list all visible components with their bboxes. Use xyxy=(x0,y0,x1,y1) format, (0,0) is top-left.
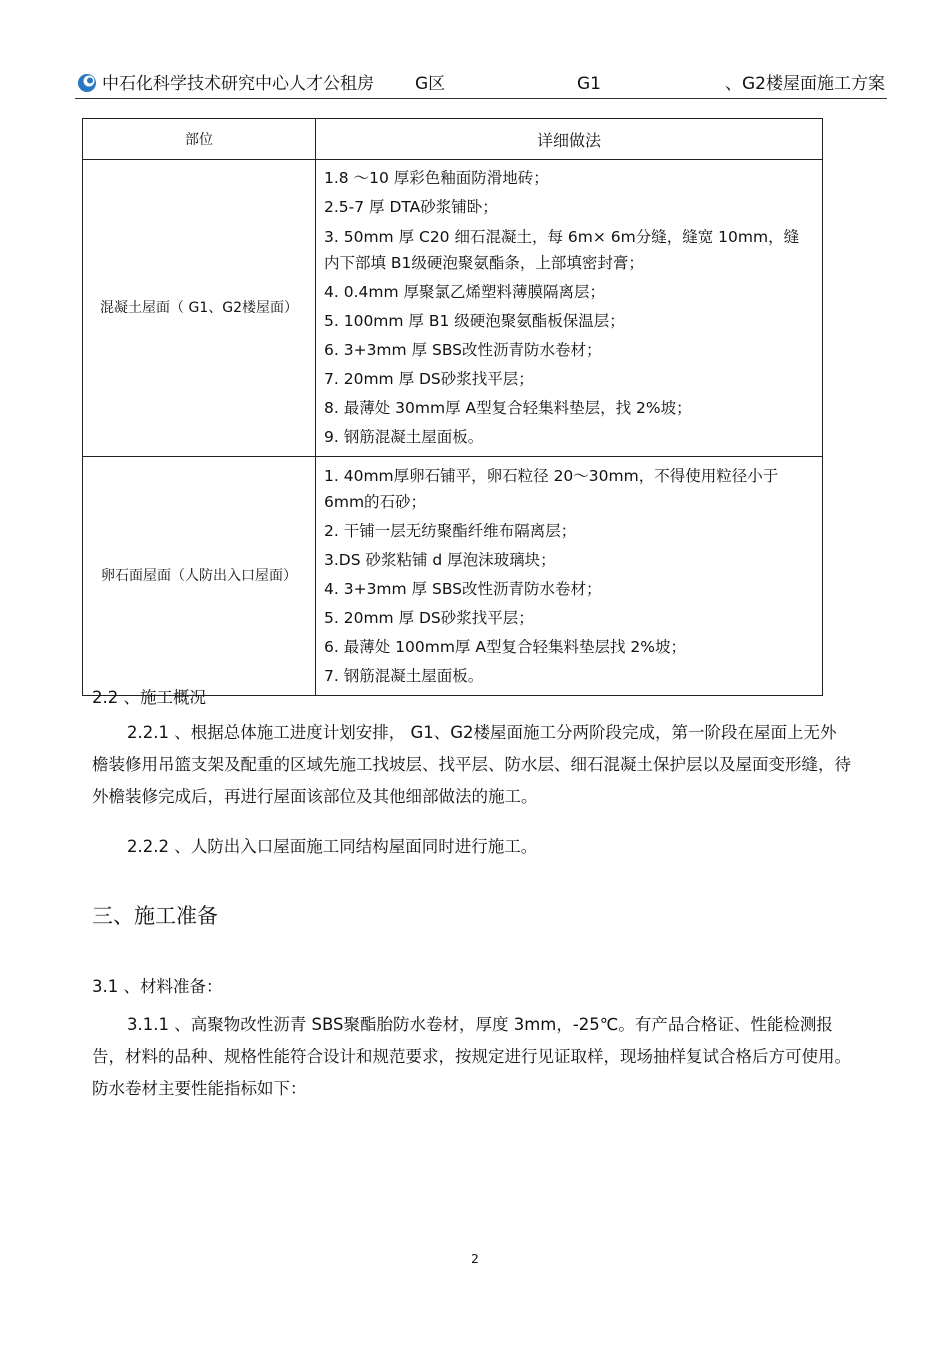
row-items xyxy=(316,457,823,696)
chapter-heading: 三、施工准备 xyxy=(92,904,218,928)
table-row xyxy=(83,160,823,457)
header-rest: 、G2楼屋面施工方案 xyxy=(725,74,885,94)
column-header-details: 详细做法 xyxy=(316,119,823,160)
list-item: 6. 最薄处 100mm厚 A型复合轻集料垫层找 2%坡； xyxy=(324,638,686,656)
paragraph-2-2-2: 2.2.2 、人防出入口屋面施工同结构屋面同时进行施工。 xyxy=(127,837,538,856)
list-item: 9. 钢筋混凝土屋面板。 xyxy=(324,428,484,446)
list-item: 5. 20mm 厚 DS砂浆找平层； xyxy=(324,609,534,627)
list-item: 5. 100mm 厚 B1 级硬泡聚氨酯板保温层； xyxy=(324,312,625,330)
page-header xyxy=(75,70,887,99)
list-item: 1. 40mm厚卵石铺平，卵石粒径 20～30mm，不得使用粒径小于 6mm的石砂； xyxy=(324,467,779,511)
row-label: 混凝土屋面（ G1、G2楼屋面） xyxy=(83,160,316,457)
list-item: 3.DS 砂浆粘铺 d 厚泡沫玻璃块； xyxy=(324,551,556,569)
paragraph-3-1-1: 3.1.1 、高聚物改性沥青 SBS聚酯胎防水卷材，厚度 3mm，-25℃。有产品合格证、性能检测报告，材料的品种、规格性能符合设计和规范要求，按规定进行见证取样，现场抽样复试合格后方可使用。防水卷材主要性能指标如下： xyxy=(92,1015,851,1098)
list-item: 4. 3+3mm 厚 SBS改性沥青防水卷材； xyxy=(324,580,602,598)
list-item: 1.8 ～10 厚彩色釉面防滑地砖； xyxy=(324,169,549,187)
list-item: 2.5-7 厚 DTA砂浆铺卧； xyxy=(324,198,498,216)
section-heading-2-2: 2.2 、施工概况 xyxy=(92,688,206,707)
company-logo-icon xyxy=(77,73,97,93)
section-heading-3-1: 3.1 、材料准备： xyxy=(92,977,223,996)
list-item: 4. 0.4mm 厚聚氯乙烯塑料薄膜隔离层； xyxy=(324,283,605,301)
list-item: 2. 干铺一层无纺聚酯纤维布隔离层； xyxy=(324,522,577,540)
list-item: 3. 50mm 厚 C20 细石混凝土，每 6m× 6m分缝，缝宽 10mm，缝内下部填 B1级硬泡聚氨酯条，上部填密封膏； xyxy=(324,228,800,272)
page-number: 2 xyxy=(471,1252,479,1266)
table-header-row xyxy=(83,119,823,160)
header-zone: G区 xyxy=(415,74,446,94)
list-item: 7. 20mm 厚 DS砂浆找平层； xyxy=(324,370,534,388)
header-g1: G1 xyxy=(577,74,601,94)
row-items xyxy=(316,160,823,457)
paragraph-2-2-1: 2.2.1 、根据总体施工进度计划安排， G1、G2楼屋面施工分两阶段完成，第一阶段在屋面上无外檐装修用吊篮支架及配重的区域先施工找坡层、找平层、防水层、细石混凝土保护层以及屋面变形缝，待外檐装修完成后，再进行屋面该部位及其他细部做法的施工。 xyxy=(92,723,851,806)
header-title: 中石化科学技术研究中心人才公租房 xyxy=(102,74,374,94)
row-label: 卵石面屋面（人防出入口屋面） xyxy=(83,457,316,696)
list-item: 7. 钢筋混凝土屋面板。 xyxy=(324,667,484,685)
list-item: 8. 最薄处 30mm厚 A型复合轻集料垫层，找 2%坡； xyxy=(324,399,692,417)
list-item: 6. 3+3mm 厚 SBS改性沥青防水卷材； xyxy=(324,341,602,359)
column-header-part: 部位 xyxy=(83,119,316,160)
table-row xyxy=(83,457,823,696)
roof-spec-table xyxy=(82,118,823,696)
